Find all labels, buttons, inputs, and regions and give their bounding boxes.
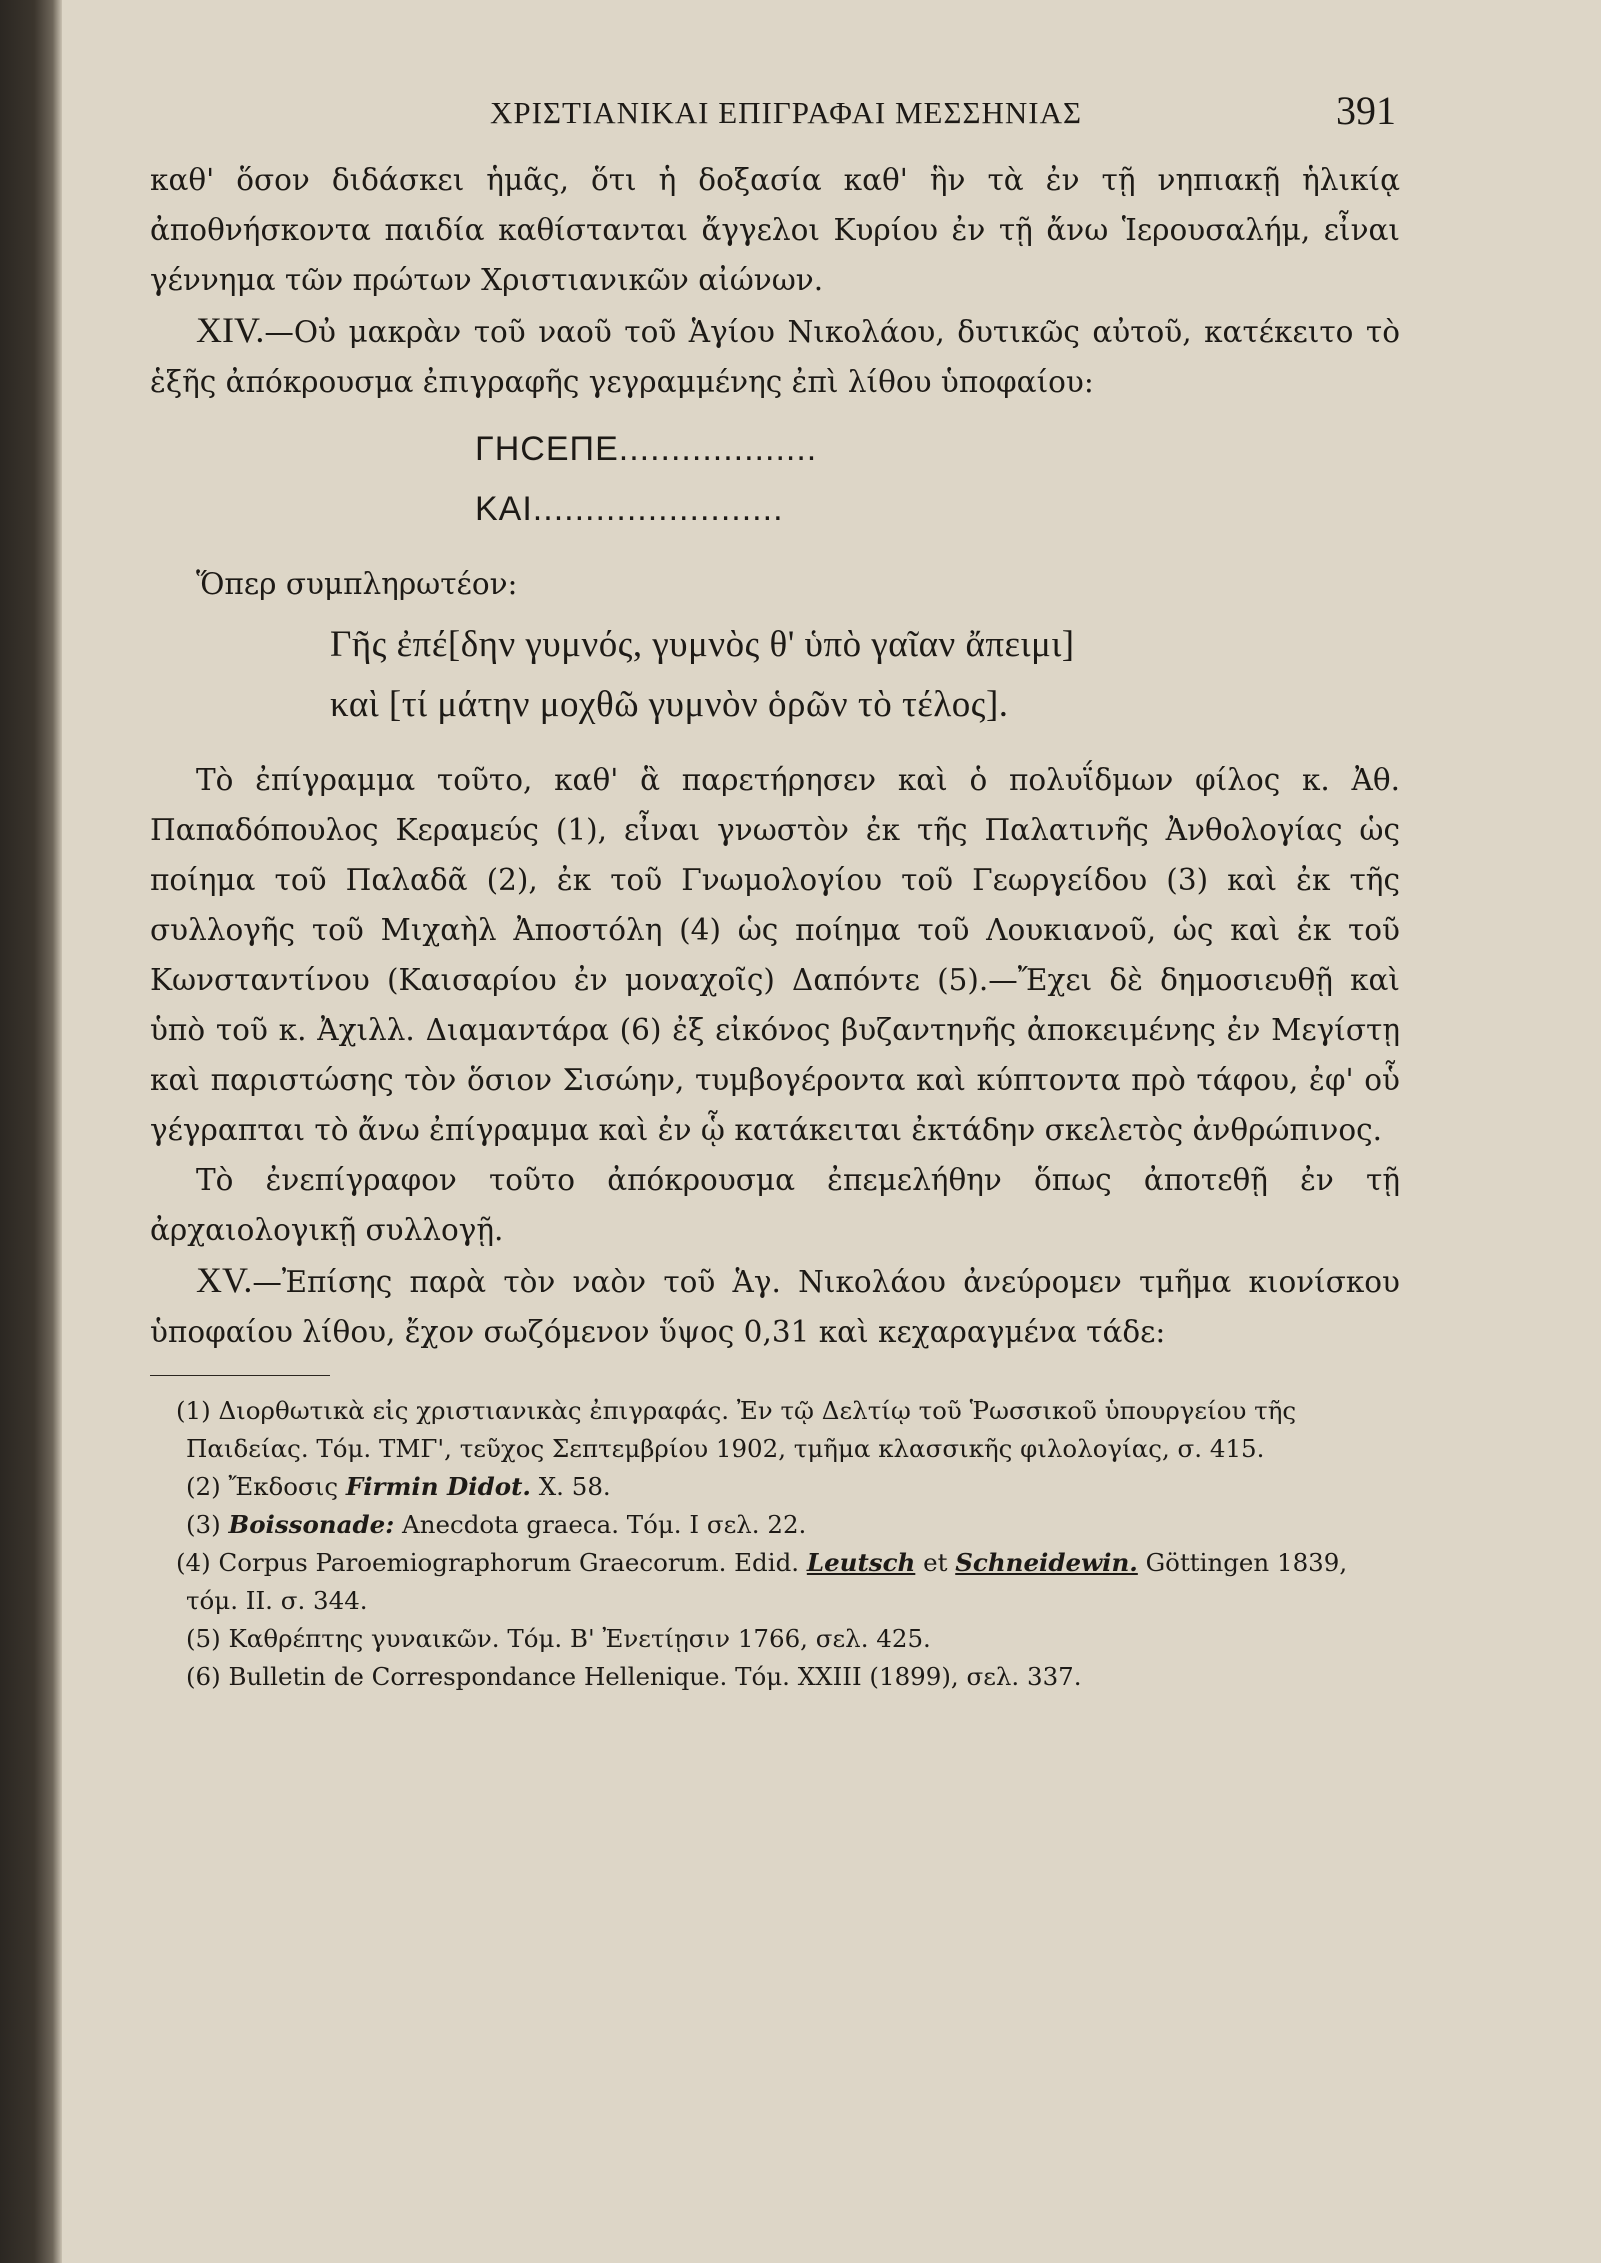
verse-line-1: Γῆς ἐπέ[δην γυμνός, γυμνὸς θ' ὑπὸ γαῖαν ἄπειμι] bbox=[330, 624, 1075, 665]
inscription-line-1: ΓΗϹΕΠΕ................... bbox=[475, 430, 818, 468]
section-xiv-text: —Οὐ μακρὰν τοῦ ναοῦ τοῦ Ἁγίου Νικολάου, δυτικῶς αὐτοῦ, κατέκειτο τὸ ἑξῆς ἀπόκρουσμα ἐπιγραφῆς γεγραμμένης ἐπὶ λίθου ὑποφαίου: bbox=[150, 315, 1400, 399]
verse-line-2: καὶ [τί μάτην μοχθῶ γυμνὸν ὁρῶν τὸ τέλος]. bbox=[330, 684, 1009, 725]
footnote-1: (1) Διορθωτικὰ εἰς χριστιανικὰς ἐπιγραφάς. Ἐν τῷ Δελτίῳ τοῦ Ῥωσσικοῦ ὑπουργείου τῆς Παιδείας. Τόμ. ΤΜΓ', τεῦχος Σεπτεμβρίου 1902, τμῆμα κλασσικῆς φιλολογίας, σ. 415. bbox=[176, 1396, 1297, 1463]
footnote-rule bbox=[150, 1375, 330, 1376]
paragraph-collection: Τὸ ἐνεπίγραφον τοῦτο ἀπόκρουσμα ἐπεμελήθην ὅπως ἀποτεθῇ ἐν τῇ ἀρχαιολογικῇ συλλογῇ. bbox=[150, 1163, 1400, 1247]
section-xiv bbox=[150, 305, 1400, 407]
footnote-2-post: X. 58. bbox=[530, 1472, 611, 1501]
footnote-5: (5) Καθρέπτης γυναικῶν. Τόμ. Β' Ἐνετίῃσιν 1766, σελ. 425. bbox=[186, 1624, 931, 1653]
running-head-title: ΧΡΙΣΤΙΑΝΙΚΑΙ ΕΠΙΓΡΑΦΑΙ ΜΕΣΣΗΝΙΑΣ bbox=[490, 95, 1083, 130]
inscription-line-2: ΚΑΙ........................ bbox=[475, 490, 784, 528]
footnote-3-post: Anecdota graeca. Τόμ. I σελ. 22. bbox=[394, 1510, 807, 1539]
section-xv-text: —Ἐπίσης παρὰ τὸν ναὸν τοῦ Ἁγ. Νικολάου ἀνεύρομεν τμῆμα κιονίσκου ὑποφαίου λίθου, ἔχον σωζόμενον ὕψος 0,31 καὶ κεχαραγμένα τάδε: bbox=[150, 1265, 1400, 1349]
footnote-4-name-2: Schneidewin. bbox=[955, 1548, 1138, 1577]
footnote-4-post: Göttingen 1839, τόμ. II. σ. 344. bbox=[186, 1548, 1348, 1615]
footnote-2-name: Firmin Didot. bbox=[345, 1472, 531, 1501]
footnote-3-pre: (3) bbox=[186, 1510, 229, 1539]
footnotes bbox=[150, 1392, 1400, 1696]
footnote-4-pre: (4) Corpus Paroemiographorum Graecorum. Edid. bbox=[176, 1548, 807, 1577]
page-number: 391 bbox=[1336, 88, 1396, 133]
footnote-4 bbox=[150, 1544, 1400, 1620]
footnote-3 bbox=[150, 1506, 1400, 1544]
footnote-6: (6) Bulletin de Correspondance Hellenique. Τόμ. XXIII (1899), σελ. 337. bbox=[186, 1662, 1082, 1691]
book-spine-shadow bbox=[0, 0, 62, 2263]
paragraph-continued: καθ' ὅσον διδάσκει ἡμᾶς, ὅτι ἡ δοξασία καθ' ἣν τὰ ἐν τῇ νηπιακῇ ἡλικίᾳ ἀποθνήσκοντα παιδία καθίστανται ἄγγελοι Κυρίου ἐν τῇ ἄνω Ἱερουσαλήμ, εἶναι γέννημα τῶν πρώτων Χριστιανικῶν αἰώνων. bbox=[150, 163, 1400, 297]
running-head bbox=[150, 88, 1400, 155]
section-xv-number: XV. bbox=[196, 1260, 253, 1300]
paragraph-epigram: Τὸ ἐπίγραμμα τοῦτο, καθ' ἃ παρετήρησεν καὶ ὁ πολυΐδμων φίλος κ. Ἀθ. Παπαδόπουλος Κεραμεύς (1), εἶναι γνωστὸν ἐκ τῆς Παλατινῆς Ἀνθολογίας ὡς ποίημα τοῦ Παλαδᾶ (2), ἐκ τοῦ Γνωμολογίου τοῦ Γεωργείδου (3) καὶ ἐκ τῆς συλλογῆς τοῦ Μιχαὴλ Ἀποστόλη (4) ὡς ποίημα τοῦ Λουκιανοῦ, ὡς καὶ ἐκ τοῦ Κωνσταντίνου (Καισαρίου ἐν μοναχοῖς) Δαπόντε (5).—Ἔχει δὲ δημοσιευθῇ καὶ ὑπὸ τοῦ κ. Ἀχιλλ. Διαμαντάρα (6) ἐξ εἰκόνος βυζαντηνῆς ἀποκειμένης ἐν Μεγίστῃ καὶ παριστώσης τὸν ὅσιον Σισώην, τυμβογέροντα καὶ κύπτοντα πρὸ τάφου, ἐφ' οὗ γέγραπται τὸ ἄνω ἐπίγραμμα καὶ ἐν ᾧ κατάκειται ἐκτάδην σκελετὸς ἀνθρώπινος. bbox=[150, 763, 1400, 1147]
footnote-4-name-1: Leutsch bbox=[806, 1548, 916, 1577]
book-page bbox=[150, 88, 1400, 1696]
footnote-2 bbox=[150, 1468, 1400, 1506]
footnote-2-pre: (2) Ἔκδοσις bbox=[186, 1472, 346, 1501]
main-text bbox=[150, 155, 1400, 1357]
section-xiv-number: XIV. bbox=[196, 310, 265, 350]
completion-intro: Ὅπερ συμπληρωτέον: bbox=[196, 567, 518, 601]
footnote-4-mid: et bbox=[915, 1548, 956, 1577]
section-xv bbox=[150, 1255, 1400, 1357]
footnote-3-name: Boissonade: bbox=[228, 1510, 395, 1539]
